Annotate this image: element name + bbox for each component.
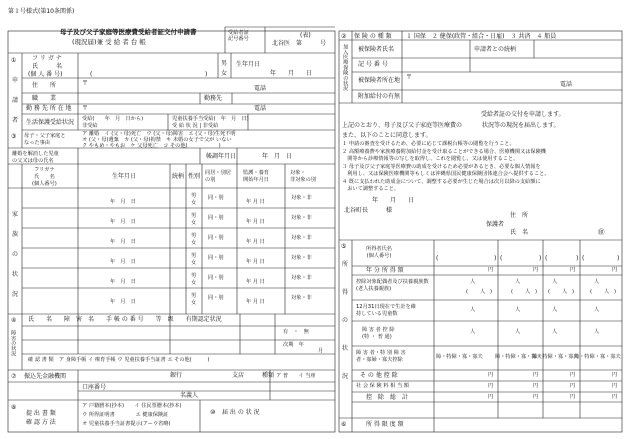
disability-next[interactable]: 次期 年 bbox=[283, 342, 304, 348]
income-spouse-person-1[interactable]: 人 bbox=[515, 279, 521, 285]
income-spouse-paren-c-3[interactable]: ) bbox=[614, 289, 617, 295]
consent-text-2: 状況等の現況を届出します。 bbox=[482, 122, 560, 129]
child-same-0[interactable]: 同・別 bbox=[208, 195, 224, 201]
income-paren-close-4: ) bbox=[617, 255, 620, 262]
income-year-label: 年 分 所 得 額 bbox=[366, 267, 404, 274]
income-side-5: 況 bbox=[342, 373, 349, 380]
code-number-label: 記 号 番 号 bbox=[358, 61, 388, 68]
income-spouse-person-0[interactable]: 人 bbox=[470, 279, 476, 285]
applicant-side-2: 請 bbox=[12, 97, 19, 104]
child-sex-4[interactable]: 男 女 bbox=[191, 273, 197, 287]
child-same-3[interactable]: 同・別 bbox=[208, 255, 224, 261]
income-total-yen-1[interactable]: 円 bbox=[533, 394, 539, 400]
child-care-3[interactable]: 年 月 日 bbox=[246, 259, 265, 265]
family-side-5: 況 bbox=[12, 291, 19, 298]
insurer-phone: 電話 bbox=[560, 81, 573, 88]
child-care-1[interactable]: 年 月 日 bbox=[246, 219, 265, 225]
applicant-section-no: ① bbox=[11, 57, 17, 64]
child-target-3[interactable]: 対象・非 bbox=[291, 255, 312, 261]
consent-item-4b: おいて調整すること。 bbox=[342, 186, 400, 192]
job-label: 職 業 bbox=[32, 95, 57, 102]
child-birth-3[interactable]: 年 月 日 bbox=[110, 259, 136, 265]
income-name-label: 所得者氏名 (個人番号) bbox=[366, 246, 392, 260]
income-paren-open-2: ( bbox=[500, 255, 503, 262]
income-paren-close-3: ) bbox=[576, 255, 579, 262]
income-disabled-person-2[interactable]: 人 bbox=[552, 329, 558, 335]
child-birth-0[interactable]: 年 月 日 bbox=[110, 199, 136, 205]
applicant-side-1: 申 bbox=[12, 77, 19, 84]
consent-item-3b: 利用し、又は保険医療機関等もしくは沖縄県国民健康保険団体連合会へ提供すること。 bbox=[342, 171, 550, 177]
submit-items-2[interactable]: ウ 所得証明書 エ 健康保険証 bbox=[82, 412, 169, 418]
income-disabled-person-0[interactable]: 人 bbox=[470, 329, 476, 335]
income-limit-no: ⑥ bbox=[341, 421, 347, 428]
status-no: ⑩ bbox=[210, 409, 216, 416]
child-birth-4[interactable]: 年 月 日 bbox=[110, 279, 136, 285]
income-deduction-label: 障 害 者・特 別 障 害 者・寡婦・寡夫控除 bbox=[356, 350, 406, 364]
consent-item-3: ３ 母子及び父子家庭等医療費の助成を受けるため必要があるとき、必要な個人情報を bbox=[342, 164, 541, 170]
child-birth-1[interactable]: 年 月 日 bbox=[110, 219, 136, 225]
income-year-yen-0[interactable]: 円 bbox=[488, 267, 494, 273]
income-special-label: 12月31日現在で生計を維 持している児童数 bbox=[356, 304, 416, 318]
children-head-sex: 性別 bbox=[188, 173, 201, 180]
workplace-phone: 電話 bbox=[254, 105, 267, 112]
child-same-1[interactable]: 同・別 bbox=[208, 215, 224, 221]
disability-limit[interactable]: 有 ・ 無 bbox=[283, 329, 309, 335]
consent-address-label: 住 所 bbox=[510, 212, 529, 219]
reason-label: 母子・父子家庭と なった事由 bbox=[24, 133, 66, 146]
consent-item-1: １ 申請の審査を受けるため、必要に応じて課税台帳等の閲覧を行うこと。 bbox=[342, 141, 515, 147]
child-care-5[interactable]: 年 月 日 bbox=[246, 299, 265, 305]
income-other-yen-3[interactable]: 円 bbox=[612, 372, 618, 378]
cert-number-value[interactable]: 北谷医 第 号 bbox=[272, 40, 327, 47]
income-deduction-1[interactable]: 障・特障・寡・寡夫 bbox=[495, 354, 542, 360]
birth-label: 生年月日 bbox=[236, 61, 261, 68]
child-same-4[interactable]: 同・別 bbox=[208, 275, 224, 281]
paren-open: ( bbox=[90, 71, 93, 78]
children-head-care: 監護・養育 開始年月日 bbox=[243, 170, 269, 183]
income-paren-open-1: ( bbox=[436, 255, 439, 262]
income-limit-label: 所 得 限 度 額 bbox=[366, 421, 404, 428]
bank-label: 振込先金融機関 bbox=[24, 373, 67, 380]
income-deduction-0[interactable]: 障・特障・寡・寡夫 bbox=[436, 354, 483, 360]
income-side-2: 得 bbox=[342, 289, 349, 296]
bank-savings[interactable]: ア 普 イ 当座 bbox=[276, 373, 316, 379]
child-target-2[interactable]: 対象・非 bbox=[291, 235, 312, 241]
income-other-yen-2[interactable]: 円 bbox=[570, 372, 576, 378]
bank-branch: 支店 bbox=[232, 372, 245, 379]
family-side-3: の bbox=[12, 251, 19, 258]
income-insurance-yen-3[interactable]: 円 bbox=[612, 383, 618, 389]
consent-item-0: また、以下のことに同意します。 bbox=[342, 132, 432, 139]
form-number: 第１号様式(第10条関係) bbox=[8, 8, 75, 15]
income-spouse-person-3[interactable]: 人 bbox=[594, 279, 600, 285]
consent-lead: 受給者証の交付を申請します。 bbox=[481, 111, 565, 118]
bank-bank: 銀行 bbox=[170, 372, 183, 379]
front-mark: (表) bbox=[300, 32, 311, 39]
insured-name-label: 被保険者氏名 bbox=[358, 46, 395, 53]
insurance-type-label: 保 険 の 種 類 bbox=[354, 33, 392, 40]
income-spouse-paren-c-0[interactable]: ) bbox=[490, 289, 493, 295]
submit-section-no: ⑧ bbox=[11, 404, 17, 411]
income-spouse-person-old-0[interactable]: 人 bbox=[480, 289, 486, 295]
bank-type: 種類 bbox=[262, 372, 275, 379]
income-spouse-paren-o-1[interactable]: ( bbox=[511, 289, 514, 295]
reason-option-1[interactable]: ア 離婚 イ (父・母)死亡 ウ (父・母)障害 エ (父・母)生死不明 bbox=[82, 131, 236, 137]
income-spouse-person-2[interactable]: 人 bbox=[552, 279, 558, 285]
insurance-type-options[interactable]: １ 国保 ２ 健保(政管・組合・日雇) ３ 共済 ４ 船員 bbox=[406, 33, 557, 40]
income-special-person-0[interactable]: 人 bbox=[470, 307, 476, 313]
livelihood-label: 生活保護受給状況 bbox=[26, 119, 75, 126]
reviewer-label: 帳調年月日 bbox=[206, 153, 237, 160]
income-year-yen-2[interactable]: 円 bbox=[570, 267, 576, 273]
income-spouse-paren-c-1[interactable]: ) bbox=[535, 289, 538, 295]
child-allowance-status[interactable]: 児童扶養手当受給( 年 月 日) 受 給 状 況 | 非受給 bbox=[172, 116, 249, 129]
insurance-side-label: 加入医療保険の状況 bbox=[342, 44, 349, 91]
income-side-3: の bbox=[342, 317, 349, 324]
child-care-4[interactable]: 年 月 日 bbox=[246, 279, 265, 285]
insurance-section-no: ② bbox=[341, 33, 347, 40]
income-total-yen-0[interactable]: 円 bbox=[488, 394, 494, 400]
furigana-label: フ リ ガ ナ bbox=[32, 55, 62, 62]
disability-header: 氏 名 障 害 名 手 帳 の 番 号 等 級 有期認定状況 bbox=[28, 316, 222, 323]
family-side-2: 族 bbox=[12, 231, 19, 238]
name-label: 氏 名 bbox=[32, 63, 63, 70]
workplace-addr-label: 勤 務 先 所 在 地 bbox=[26, 105, 72, 112]
children-head-relation: 続柄 bbox=[172, 173, 185, 180]
income-side-1: 所 bbox=[342, 261, 349, 268]
income-section-no: ⑤ bbox=[341, 243, 347, 250]
consent-date[interactable]: 年 月 日 bbox=[372, 197, 415, 204]
consent-name-label: 氏 名 bbox=[510, 229, 529, 236]
income-insurance-yen-0[interactable]: 円 bbox=[488, 383, 494, 389]
submit-items-1[interactable]: ア 戸籍謄本(抄本) イ 住民票謄本(抄本) bbox=[82, 403, 182, 409]
income-spouse-person-old-2[interactable]: 人 bbox=[562, 289, 568, 295]
cert-number-label: 受給者証 記号番号 bbox=[228, 30, 249, 43]
income-spouse-person-old-1[interactable]: 人 bbox=[525, 289, 531, 295]
workplace-label: 勤務先 bbox=[204, 95, 223, 102]
income-spouse-paren-o-0[interactable]: ( bbox=[466, 289, 469, 295]
income-total-label: 控 除 総 計 bbox=[366, 394, 409, 401]
submit-label: 提 出 書 類 確 認 方 法 bbox=[26, 410, 56, 426]
income-spouse-label: 控除対象配偶者及び扶養親族数 (老人扶養親族) bbox=[356, 279, 429, 293]
disability-side-label: 障害の状況 bbox=[10, 330, 17, 356]
income-insurance-label: 社 会 保 険 料 相 当 額 bbox=[356, 383, 410, 389]
sex-options[interactable]: 男 女 bbox=[221, 60, 228, 77]
reason-option-3[interactable]: ク やもめ・やもお ケ 父母死亡 コ その他( ) bbox=[82, 143, 221, 149]
children-head-target: 対象・ 非対象の別 bbox=[290, 170, 316, 183]
form-title: 母子及び父子家庭等医療費受給者証交付申請書 bbox=[60, 28, 197, 36]
additional-benefit-label: 附加給付の有無 bbox=[358, 93, 401, 100]
address-postal[interactable]: 〒 bbox=[82, 80, 89, 87]
child-target-5[interactable]: 対象・非 bbox=[291, 295, 312, 301]
child-sex-5[interactable]: 男 女 bbox=[191, 293, 197, 307]
address-label: 住 所 bbox=[32, 82, 57, 89]
income-paren-open-3: ( bbox=[545, 255, 548, 262]
income-disabled-person-3[interactable]: 人 bbox=[594, 329, 600, 335]
income-special-person-2[interactable]: 人 bbox=[552, 307, 558, 313]
child-birth-2[interactable]: 年 月 日 bbox=[110, 239, 136, 245]
income-other-yen-1[interactable]: 円 bbox=[533, 372, 539, 378]
livelihood-value[interactable]: 受給( 年 月 日から) 非受給 bbox=[82, 116, 144, 129]
disability-month: 月 bbox=[318, 348, 324, 354]
individual-number-label: (個 人 番 号) bbox=[28, 71, 63, 78]
form-subtitle: (現況届)兼 受 給 者 台 帳 bbox=[72, 38, 146, 46]
consent-item-2: ２ 高額療養費や家族療養附加給付金を受け取ることができる場合、医療機関又は保険機 bbox=[342, 149, 546, 155]
income-other-yen-0[interactable]: 円 bbox=[488, 372, 494, 378]
child-same-5[interactable]: 同・別 bbox=[208, 295, 224, 301]
disability-section-no: ④ bbox=[11, 317, 17, 324]
income-paren-close-2: ) bbox=[539, 255, 542, 262]
income-spouse-person-old-3[interactable]: 人 bbox=[604, 289, 610, 295]
income-disabled-label: 障 害 者 控 除 (特 ・ 普 通) bbox=[362, 327, 395, 341]
bank-section-no: ⑦ bbox=[11, 373, 17, 380]
child-target-0[interactable]: 対象・非 bbox=[291, 195, 312, 201]
income-deduction-2[interactable]: 障・特障・寡・寡夫 bbox=[532, 354, 579, 360]
income-insurance-yen-2[interactable]: 円 bbox=[570, 383, 576, 389]
income-insurance-yen-1[interactable]: 円 bbox=[533, 383, 539, 389]
child-same-2[interactable]: 同・別 bbox=[208, 235, 224, 241]
paren-close: ) bbox=[205, 71, 208, 78]
family-side-4: 状 bbox=[12, 271, 19, 278]
income-other-label: そ の 他 控 除 bbox=[360, 372, 398, 379]
child-sex-2[interactable]: 男 女 bbox=[191, 233, 197, 247]
reviewer-value[interactable]: 年 月 日 bbox=[262, 153, 293, 160]
income-special-person-1[interactable]: 人 bbox=[515, 307, 521, 313]
submit-items-3[interactable]: オ 児童扶養手当証書提示(アーウ省略) bbox=[82, 421, 171, 427]
disability-cert-types[interactable]: 確 認 書 類 ア 身障手帳 イ 療育手帳 ウ 児童扶養手当証書 エ その他( ) bbox=[28, 357, 210, 363]
consent-item-4: ４ 既に支払われた助成金について、調整する必要が生じた場合は次月以降の支給額に bbox=[342, 179, 541, 185]
seal-mark: ㊞ bbox=[598, 228, 605, 236]
income-side-4: 状 bbox=[342, 345, 349, 352]
child-care-0[interactable]: 年 月 日 bbox=[246, 199, 265, 205]
children-head-birth: 生年月日 bbox=[112, 173, 137, 180]
income-deduction-3[interactable]: 障・特障・寡・寡夫 bbox=[574, 354, 621, 360]
applicant-side-3: 者 bbox=[12, 117, 19, 124]
income-year-yen-3[interactable]: 円 bbox=[612, 267, 618, 273]
income-total-yen-3[interactable]: 円 bbox=[612, 394, 618, 400]
reason-option-2[interactable]: オ (父・母)遺棄 カ (父・母)拘禁 キ 未婚の女子で父が いない bbox=[82, 137, 232, 143]
bank-holder: 名義人 bbox=[180, 392, 199, 399]
income-special-person-3[interactable]: 人 bbox=[594, 307, 600, 313]
child-birth-5[interactable]: 年 月 日 bbox=[110, 299, 136, 305]
consent-item-2b: 関等から診療情報等の写しを取得し、これを閲覧し、又は使用すること。 bbox=[342, 156, 519, 162]
income-total-yen-2[interactable]: 円 bbox=[570, 394, 576, 400]
child-care-2[interactable]: 年 月 日 bbox=[246, 239, 265, 245]
income-year-yen-1[interactable]: 円 bbox=[533, 267, 539, 273]
children-head-same: 同居・別居 の別 bbox=[205, 170, 231, 183]
relation-label: 申請者との続柄 bbox=[474, 46, 517, 53]
child-target-1[interactable]: 対象・非 bbox=[291, 215, 312, 221]
address-phone: 電話 bbox=[254, 85, 267, 92]
child-sex-0[interactable]: 男 女 bbox=[191, 193, 197, 207]
status-label: 届 出 の 状 況 bbox=[222, 409, 260, 416]
guardian-label: 保護者 bbox=[486, 221, 505, 228]
child-sex-3[interactable]: 男 女 bbox=[191, 253, 197, 267]
child-sex-1[interactable]: 男 女 bbox=[191, 213, 197, 227]
mother-label: 離婚を解消した児童 の父又は母の氏名 bbox=[12, 151, 59, 164]
bank-account: 口座番号 bbox=[82, 384, 107, 391]
income-paren-open-4: ( bbox=[582, 255, 585, 262]
reason-section-no: ③ bbox=[11, 133, 17, 140]
consent-text-1: 上記のとおり、母子及び父子家庭等医療費の bbox=[342, 122, 463, 129]
consent-to: 北谷町長 様 bbox=[344, 207, 393, 214]
income-spouse-paren-c-2[interactable]: ) bbox=[572, 289, 575, 295]
children-head-name: フリガナ 氏 名 (個人番号) bbox=[32, 167, 57, 188]
income-spouse-paren-o-2[interactable]: ( bbox=[548, 289, 551, 295]
workplace-addr-value[interactable]: 〒 bbox=[82, 105, 89, 112]
insurer-address-label: 被保険者所在地 bbox=[358, 77, 401, 84]
child-target-4[interactable]: 対象・非 bbox=[291, 275, 312, 281]
insurer-postal[interactable]: 〒 bbox=[406, 74, 413, 81]
birth-date[interactable]: 年 月 日 bbox=[270, 70, 313, 77]
income-spouse-paren-o-3[interactable]: ( bbox=[590, 289, 593, 295]
income-paren-close-1: ) bbox=[494, 255, 497, 262]
family-side-1: 家 bbox=[12, 211, 19, 218]
income-disabled-person-1[interactable]: 人 bbox=[515, 329, 521, 335]
